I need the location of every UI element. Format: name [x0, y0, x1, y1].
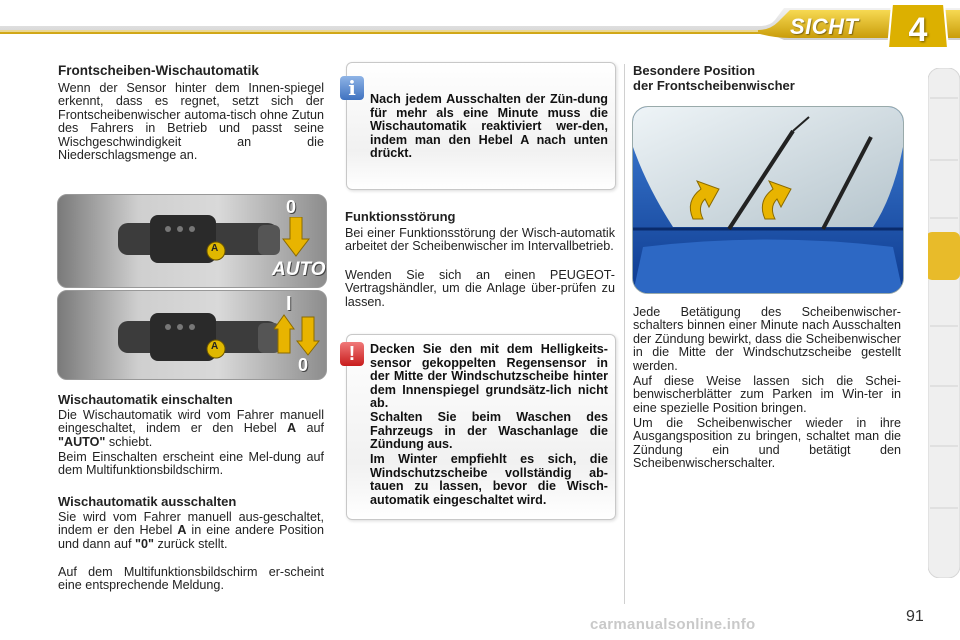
warning-paragraph-3: Im Winter empfiehlt es sich, die Windschutzscheibe vollständig ab-tauen zu lassen, bevor die Wisch-automatik eingeschaltet wird. — [370, 452, 608, 507]
fault-paragraph-1: Bei einer Funktionsstörung der Wisch-automatik arbeitet der Scheibenwischer im Intervallbetrieb. — [345, 226, 615, 254]
car-windshield-illustration — [633, 107, 903, 293]
position-0-label-2: 0 — [298, 355, 309, 375]
watermark: carmanualsonline.info — [590, 616, 756, 633]
disable-paragraph-2: Auf dem Multifunktionsbildschirm er-scheint eine entsprechende Meldung. — [58, 565, 324, 593]
disable-title: Wischautomatik ausschalten — [58, 494, 237, 509]
chapter-title: SICHT — [790, 14, 859, 39]
lever-figure-manual — [57, 290, 327, 380]
fault-paragraph-2: Wenden Sie sich an einen PEUGEOT-Vertragshändler, um die Anlage über-prüfen zu lassen. — [345, 268, 615, 309]
chapter-number: 4 — [908, 11, 928, 49]
right-paragraph-2: Auf diese Weise lassen sich die Schei-benwischerblätter zum Parken im Win-ter in eine spezielle Position bringen. — [633, 374, 901, 415]
down-arrow-icon — [282, 217, 310, 257]
lever-label-a-2: A — [211, 341, 219, 352]
position-auto-label: AUTO — [272, 259, 326, 280]
section-title: Frontscheiben-Wischautomatik — [58, 63, 259, 78]
right-paragraph-3: Um die Scheibenwischer wieder in ihre Ausgangsposition zu bringen, schaltet man die Zündung ein und betätigt den Scheibenwischerschalter. — [633, 416, 901, 471]
right-title-line-1: Besondere Position — [633, 63, 756, 78]
warning-paragraph-1: Decken Sie den mit dem Helligkeits-sensor gekoppelten Regensensor in der Mitte der Windschutzscheibe hinter dem Innenspiegel grundsätz-lich nicht ab. — [370, 342, 608, 411]
warning-icon: ! — [340, 342, 364, 366]
right-title-line-2: der Frontscheibenwischer — [633, 78, 795, 93]
lever-label-a: A — [211, 243, 219, 254]
info-text: Nach jedem Ausschalten der Zün-dung für mehr als eine Minute muss die Wischautomatik reaktiviert wer-den, indem man den Hebel A nach unten drückt. — [370, 92, 608, 161]
enable-paragraph-2: Beim Einschalten erscheint eine Mel-dung auf dem Multifunktionsbildschirm. — [58, 450, 324, 478]
right-paragraph-1: Jede Betätigung des Scheibenwischer-schalters binnen einer Minute nach Ausschalten der Zündung bewirkt, dass die Scheibenwischer in die Mitte der Windschutzscheibe gestellt werden. — [633, 305, 901, 373]
intro-paragraph: Wenn der Sensor hinter dem Innen-spiegel erkennt, dass es regnet, setzt sich der Frontscheibenwischer automa-tisch ohne Zutun des Fahrers in Betrieb und passt seine Wischgeschwindigkeit an die Niederschlagsmenge an. — [58, 81, 324, 163]
warning-paragraph-2: Schalten Sie beim Waschen des Fahrzeugs in der Waschanlage die Zündung aus. — [370, 410, 608, 452]
disable-paragraph-1: Sie wird vom Fahrer manuell aus-geschaltet, indem er den Hebel A in eine andere Position und dann auf "0" zurück stellt. — [58, 510, 324, 551]
windshield-wiper-figure — [632, 106, 904, 294]
fault-title: Funktionsstörung — [345, 209, 456, 224]
info-icon: i — [340, 76, 364, 100]
position-0-label: 0 — [286, 197, 297, 217]
page-number: 91 — [906, 608, 924, 625]
lever-figure-auto — [57, 194, 327, 288]
chapter-tabs — [928, 68, 960, 578]
enable-paragraph-1: Die Wischautomatik wird vom Fahrer manuell eingeschaltet, indem er den Hebel A auf "AUTO" schiebt. — [58, 408, 324, 449]
up-down-arrows-icon — [274, 313, 320, 357]
enable-title: Wischautomatik einschalten — [58, 392, 233, 407]
column-divider — [624, 64, 625, 604]
position-i-label: I — [286, 293, 292, 315]
